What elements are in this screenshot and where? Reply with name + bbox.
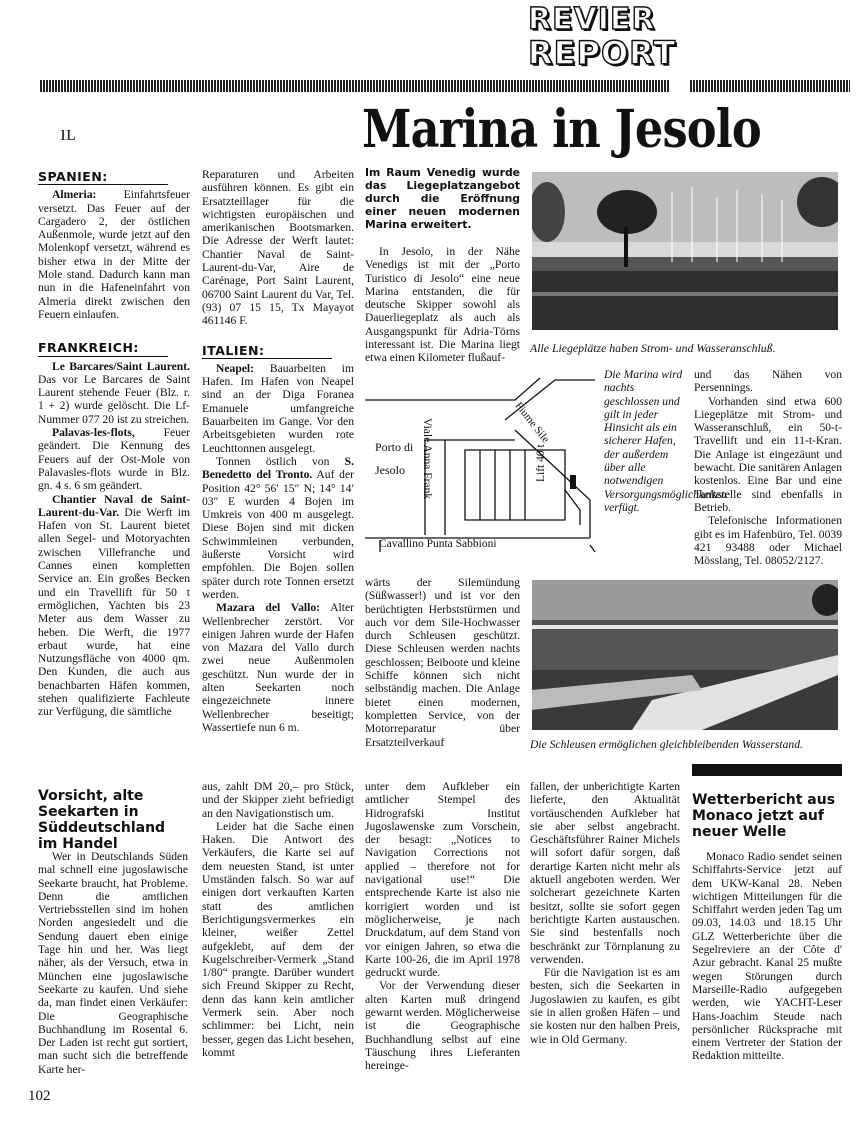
tonnen-text-a: Tonnen östlich von [216,454,345,468]
article-title: Marina in Jesolo [362,99,761,160]
map-label-cavallino: Cavallino Punta Sabbioni [379,538,497,550]
wetter-headline: Wetterbericht aus Monaco jetzt auf neuer Welle [692,792,836,840]
map-label-viale: Viale Anna Frank [421,418,433,500]
section-italien: ITALIEN: [202,344,332,359]
palavas-text: Feuer geändert. Die Kennung des Feuers auf der Ost-Mole von Palavasles-flots wurde in Blz. gn. 4 s. 6 sm geändert. [38,426,190,493]
jesolo-text-1: In Jesolo, in der Nähe Venedigs ist mit der „Porto Turistico di Jesolo“ eine neue Marina entstanden, die für deutsche Skipper sowohl als Dauerliegeplatz als auch als Ausgangspunkt für Adria-Törns interessant ist. Die Marina liegt etwa einen Kilometer flußauf- [365,245,520,365]
marina-photo-1-image [532,172,838,330]
marina-photo-2-image [532,580,838,730]
mazara-text: Alter Wellenbrecher zerstört. Vor einigen Jahren wurde der Hafen von Mazara del Vallo durch zwei neue Außenmolen geschützt. Nun wurde der in alten Seekarten noch eingezeichnete innere Wellenbrecher beseitigt; Wassertiefe nun 6 m. [202,601,354,734]
page-number: 102 [28,1088,51,1104]
map-label-fiume: Fiume Sile [512,400,552,446]
jesolo-cont: wärts der Silemündung (Süßwasser!) und ist vor den berüchtigten Herbststürmen und auch vor dem Sile-Hochwasser durch Schleusen geschützt. Diese Schleusen werden nachts geschlossen; Beiboote und kleine Schiffe können sich nicht selbständig machen. Die Anlage bietet einen modernen, kompletten Service, von der Motorreparatur über Ersatzteilverkauf [365,576,520,749]
marina-photo-2 [532,580,838,730]
jesolo-right-1: und das Nähen von Persennings. [694,368,842,395]
neapel-label: Neapel: [216,361,254,375]
chantier-text: Die Werft im Hafen von St. Laurent bietet allen Segel- und Motoryachten zwischen Villefranche und Cannes einen kompletten Service an. Ein großes Becken und ein Travellift für 50 t ermöglichen, Yachten bis 23 Meter aus dem Wasser zu heben. Die Werft, die 1977 erbaut wurde, hat eine Nutzungsfläche von 4000 qm. Den Kunden, die auch aus benachbarten Häfen kommen, stehen qualifizierte Fachleute zur Verfügung, die sämtliche [38,505,190,719]
jesolo-right-2: Vorhanden sind etwa 600 Liegeplätze mit Strom- und Wasseranschluß, ein 50-t-Travellift und ein 11-t-Kran. Die Anlage ist eingezäunt und bewacht. Die sanitären Anlagen kostenlos. Eine Bar und eine Tankstelle sind ebenfalls in Betrieb. [694,394,842,514]
seekarten-col-3 [365,780,520,1073]
header-rule-left [40,80,670,92]
seekarten-text-2a: aus, zahlt DM 20,– pro Stück, und der Skipper zieht befriedigt an den Navigationstisch um. [202,780,354,820]
tonnen-text-b: Auf der Position 42° 56′ 15″ N; 14° 14′ 03″ E wurden 4 Bojen im Umkreis von 400 m ausgelegt. Diese Bojen sind mit dicken Schwimmleinen verbunden, äußerste Vorsicht wird empfohlen. Die Bojen sollen später durch rote Tonnen ersetzt werden. [202,468,354,601]
marina-map [365,370,600,555]
seekarten-col-1 [38,850,188,1076]
wetter-text: Monaco Radio sendet seinen Schiffahrts-Service jetzt auf dem UKW-Kanal 28. Neben wichtigen Mitteilungen für die Schiffahrt werden jeden Tag um 09.03, 14.03 und 18.15 Uhr GLZ Wetterberichte über die Segelreviere an der Côte d' Azur gebracht. Kanal 25 mußte wegen Störungen durch Marseille-Radio aufgegeben werden, wie YACHT-Leser Hans-Joachim Steude nach persönlicher Rücksprache mit einem Vertreter der Station der Redaktion mitteilte. [692,850,842,1063]
werft-text: Reparaturen und Arbeiten ausführen können. Es gibt ein Ersatzteillager für die wichtigsten europäischen und amerikanischen Bootsmarken. Die Adresse der Werft lautet: Chantier Naval de Saint-Laurent-du-Var, Aire de Carénage, Port Saint Laurent, 06700 Saint Laurent du Var, Tel. (93) 07 15 15, Tx Mayayot 461146 F. [202,168,354,328]
section-spanien: SPANIEN: [38,170,168,185]
map-label-jesolo: Jesolo [375,463,405,477]
chantier-label: Chantier Naval de Saint-Laurent-du-Var. [38,492,190,519]
mazara-label: Mazara del Vallo: [216,601,321,615]
barcares-label: Le Barcares/Saint Laurent. [52,359,190,373]
map-label-lift: Lift 40 t [535,444,547,482]
column-2 [202,168,354,734]
neapel-text: Bauarbeiten im Hafen. Im Hafen von Neapel sind an der Diga Foranea Emanuele umfangreiche Bauarbeiten im Gange. Vor den Arbeitsgebieten wurden rote Leuchttonnen ausgelegt. [202,361,354,455]
header-rule-right [690,80,850,92]
logo-line2: REPORT [528,34,677,72]
jesolo-intro-column [365,166,520,365]
jesolo-intro: Im Raum Venedig wurde das Liegeplatzangebot durch die Eröffnung einer neuen modernen Marina erweitert. [365,166,520,231]
seekarten-text-3b: Vor der Verwendung dieser alten Karten muß dringend gewarnt werden. Möglicherweise ist die Geographische Buchhandlung selbst auf eine Täuschung ihres Lieferanten hereinge- [365,979,520,1073]
photo-1-caption: Alle Liegeplätze haben Strom- und Wasseranschluß. [530,341,776,355]
seekarten-text-4: fallen, der unberichtigte Karten lieferte, den Aktualität vortäuschenden Aufkleber hat sie aber selbst angebracht. Geschäftsführer Rainer Michels will sofort dafür sorgen, daß derartige Karten nicht mehr als aktuell angeboten werden. Wer solcherart gezeichnete Karten besitzt, sollte sie sofort gegen berichtigte Karten austauschen. Sie sind bestenfalls noch beschränkt zur Törnplanung zu verwenden. [530,780,680,966]
marina-photo-1 [532,172,838,330]
side-caption: Die Marina wird nachts geschlossen und gilt in jeder Hinsicht als ein sicherer Hafen, der außerdem über alle notwendigen Versorgungsmöglichkeiten verfügt. [604,368,727,514]
section-frankreich: FRANKREICH: [38,341,168,356]
seekarten-text-4b: Für die Navigation ist es am besten, sich die Seekarten in Jugoslawien zu kaufen, es gibt sie in allen großen Häfen – und sie kosten nur den halben Preis, wie in Old Germany. [530,966,680,1046]
seekarten-text-1: Wer in Deutschlands Süden mal schnell eine jugoslawische Seekarte braucht, hat Probleme. Denn die amtlichen Vertriebsstellen sind im hohen Norden angesiedelt und die Sendung dauert eben einige Tage hin und her. Was liegt näher, als der Versuch, etwa in München eine jugoslawische Seekarte zu kaufen. Und siehe da, man findet einen Verkäufer: Die Geographische Buchhandlung im Rosental 6. Der Laden ist recht gut sortiert, man sucht sich die betreffende Karte her- [38,850,188,1076]
seekarten-col-2 [202,780,354,1059]
photo-2-caption: Die Schleusen ermöglichen gleichbleibenden Wasserstand. [530,738,803,751]
jesolo-right-column [694,368,842,567]
seekarten-headline: Vorsicht, alte Seekarten in Süddeutschland im Handel [38,788,166,852]
seekarten-text-3: unter dem Aufkleber ein amtlicher Stempel des Hidrografski Institut Jugoslawenske zum Vorschein, der besagt: „Notices to Navigation Corrections not applied – therefore not for navigational use!“ Die entsprechende Karte ist also nie korrigiert worden und ist möglicherweise, je nach Druckdatum, auf dem Stand von vor einigen Jahren, so etwa die Karte 100-26, die im April 1978 gedruckt wurde. [365,780,520,980]
logo-line1: REVIER [528,2,656,37]
benedetto-label: S. Benedetto del Tronto. [202,454,354,482]
revier-report-logo [528,4,678,74]
wetter-top-rule [692,764,842,776]
map-label-porto: Porto di [375,440,414,454]
seekarten-col-4 [530,780,680,1046]
seekarten-text-2b: Leider hat die Sache einen Haken. Die Antwort des Verkäufers, die Karte sei auf dem neuesten Stand, ist unter Umständen falsch. So war auf einigen dort verkauften Karten statt des amtlichen Berichtigungsvermerkes ein kleiner, weißer Zettel aufgeklebt, auf dem der Kugelschreiber-Vermerk „Stand 1/80“ prangte. Darüber wundert sich Freund Skipper zu Recht, denn das kann kein amtlicher Vermerk sein. Aber noch schlimmer: bei Licht, nein besser, gegen das Licht besehen, kommt [202,819,354,1059]
decorative-mark-icon: ıʟ [60,120,76,145]
almeria-label: Almeria: [52,188,97,202]
column-1 [38,170,190,719]
barcares-text: Das vor Le Barcares de Saint Laurent stehende Feuer (Blz. r. 1 + 2) wurde gelöscht. Die Lf-Nummer 077 20 ist zu streichen. [38,372,190,426]
wetter-column [692,850,842,1063]
palavas-label: Palavas-les-flots, [52,426,135,440]
jesolo-right-3: Telefonische Informationen gibt es im Hafenbüro, Tel. 0039 421 93488 oder Michael Mösslang, Tel. 08052/2127. [694,514,842,568]
almeria-text: Einfahrtsfeuer versetzt. Das Feuer auf der Cargadero 2, der östlichen Außenmole, wurde jetzt auf den Molenkopf versetzt, während es bisher etwa in der Mitte der Mole stand. Dadurch kann man nun in die Hafeneinfahrt von Almeria direkt zwischen den Feuern einlaufen. [38,188,190,321]
jesolo-cont-column [365,576,520,749]
